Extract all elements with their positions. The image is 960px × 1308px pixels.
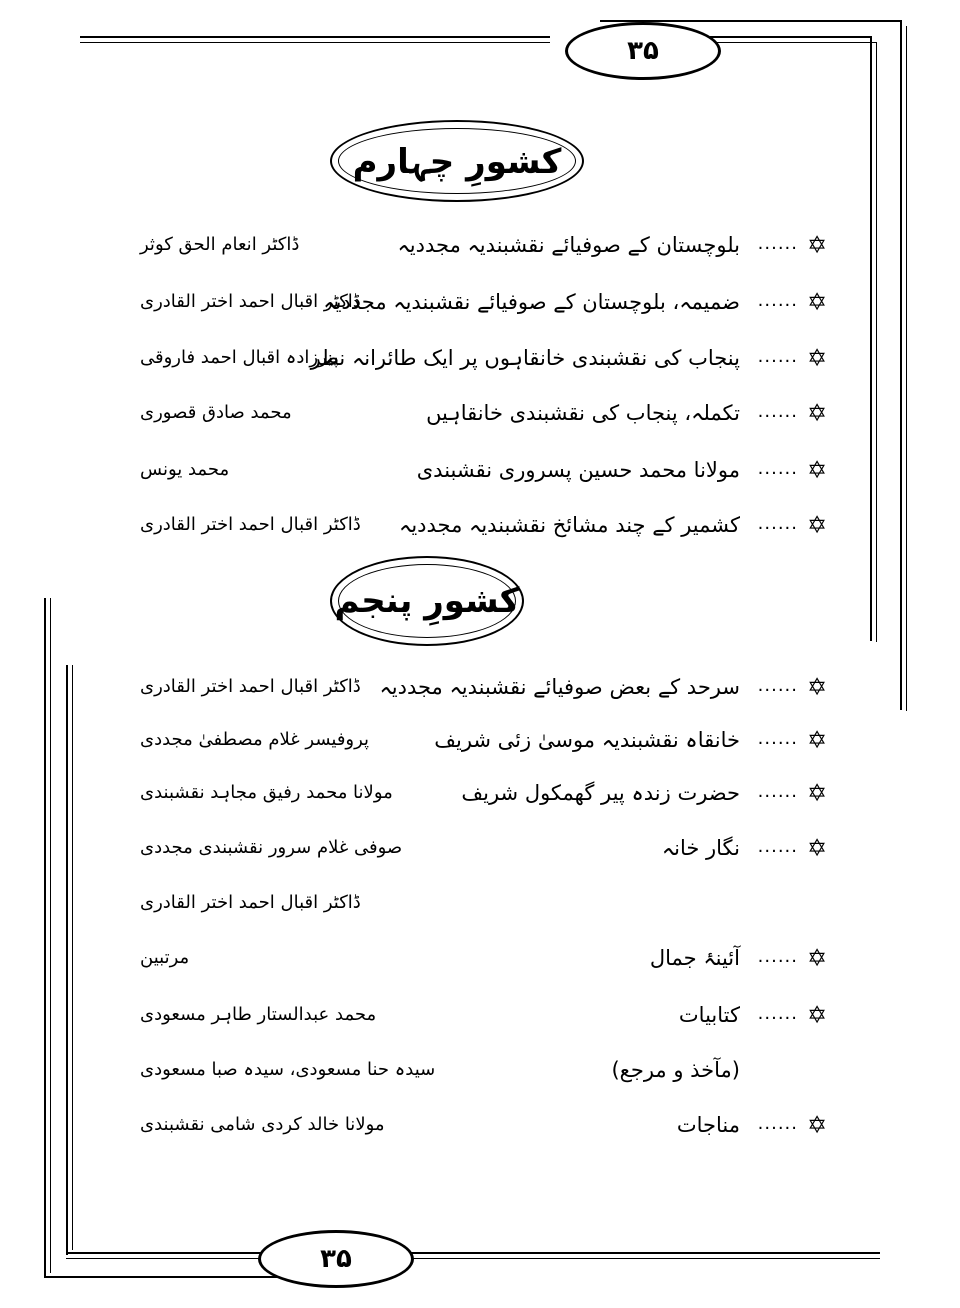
frame-line [80,36,550,38]
toc-author: پیرزادہ اقبال احمد فاروقی [140,347,339,368]
toc-title: ضمیمہ، بلوچستان کے صوفیائے نقشبندیہ مجددیہ [323,290,740,314]
toc-row [130,833,830,869]
leader-dots: ...... [757,346,798,367]
page-number-top [565,22,721,80]
frame-line [906,26,907,711]
toc-author: ڈاکٹر انعام الحق کوثر [140,234,300,255]
page-number-bottom-text: ۳۵ [320,1244,352,1274]
leader-dots: ...... [757,728,798,749]
toc-row [130,1000,830,1036]
toc-row [130,1110,830,1146]
frame-line [50,598,51,1273]
toc-author: صوفی غلام سرور نقشبندی مجددی [140,837,403,858]
toc-row [130,672,830,708]
section-heading-five-text: کشورِ پنجم [334,581,520,621]
toc-author: محمد یونس [140,459,230,480]
toc-title: تکملہ، پنجاب کی نقشبندی خانقاہیں [426,401,740,425]
toc-author: محمد صادق قصوری [140,402,292,423]
star-bullet-icon: ✡ [806,726,828,754]
leader-dots: ...... [757,233,798,254]
toc-author: مرتبین [140,947,190,968]
toc-author: مولانا خالد کردی شامی نقشبندی [140,1114,385,1135]
toc-title: نگار خانہ [661,836,740,860]
leader-dots: ...... [757,401,798,422]
toc-extra-author: ڈاکٹر اقبال احمد اختر القادری [140,892,361,913]
section-heading-four-text: کشورِ چہارم [352,141,562,182]
star-bullet-icon: ✡ [806,344,828,372]
toc-author: مولانا محمد رفیق مجاہد نقشبندی [140,782,393,803]
frame-line [66,1252,266,1254]
leader-dots: ...... [757,781,798,802]
page-number-bottom [258,1230,414,1288]
toc-row [130,1055,830,1091]
page-number-top-text: ۳۵ [627,36,659,66]
star-bullet-icon: ✡ [806,288,828,316]
toc-author: ڈاکٹر اقبال احمد اختر القادری [140,291,361,312]
star-bullet-icon: ✡ [806,779,828,807]
toc-title: سرحد کے بعض صوفیائے نقشبندیہ مجددیہ [379,675,740,699]
leader-dots: ...... [757,458,798,479]
frame-line [876,42,877,642]
star-bullet-icon: ✡ [806,1111,828,1139]
toc-row [130,230,830,266]
toc-title: (مآخذ و مرجع) [611,1058,740,1082]
toc-title: کشمیر کے چند مشائخ نقشبندیہ مجددیہ [399,513,740,537]
toc-row [130,725,830,761]
frame-line [870,36,872,641]
toc-title: حضرت زندہ پیر گھمکول شریف [461,781,740,805]
frame-line [66,665,68,1255]
frame-line [410,1252,880,1254]
toc-row [130,343,830,379]
frame-line [66,1258,266,1259]
frame-line [900,20,902,710]
star-bullet-icon: ✡ [806,1001,828,1029]
frame-line [710,42,876,43]
leader-dots: ...... [757,836,798,857]
frame-line [80,42,550,43]
section-heading-four [330,120,584,202]
star-bullet-icon: ✡ [806,511,828,539]
toc-title: خانقاہ نقشبندیہ موسیٰ زئی شریف [434,728,740,752]
toc-author: پروفیسر غلام مصطفیٰ مجددی [140,729,370,750]
frame-line [44,598,46,1278]
star-bullet-icon: ✡ [806,231,828,259]
leader-dots: ...... [757,513,798,534]
toc-title: کتابیات [678,1003,740,1027]
toc-author: ڈاکٹر اقبال احمد اختر القادری [140,514,361,535]
toc-title: مناجات [676,1113,740,1137]
star-bullet-icon: ✡ [806,399,828,427]
star-bullet-icon: ✡ [806,456,828,484]
toc-title: مولانا محمد حسین پسروری نقشبندی [416,458,740,482]
toc-row [130,778,830,814]
star-bullet-icon: ✡ [806,944,828,972]
toc-title: بلوچستان کے صوفیائے نقشبندیہ مجددیہ [397,233,740,257]
toc-title: آئینۂ جمال [649,946,740,970]
leader-dots: ...... [757,1003,798,1024]
frame-line [72,665,73,1250]
toc-row [130,510,830,546]
leader-dots: ...... [757,946,798,967]
leader-dots: ...... [757,290,798,311]
toc-title: پنجاب کی نقشبندی خانقاہوں پر ایک طائرانہ نظر [310,346,740,370]
toc-row [130,455,830,491]
star-bullet-icon: ✡ [806,834,828,862]
leader-dots: ...... [757,675,798,696]
toc-author: ڈاکٹر اقبال احمد اختر القادری [140,676,361,697]
leader-dots: ...... [757,1113,798,1134]
section-heading-five [330,556,524,646]
toc-row [130,398,830,434]
toc-row [130,943,830,979]
toc-author: سیدہ حنا مسعودی، سیدہ صبا مسعودی [140,1059,436,1080]
toc-row [130,287,830,323]
frame-line [710,36,870,38]
star-bullet-icon: ✡ [806,673,828,701]
toc-author: محمد عبدالستار طاہر مسعودی [140,1004,377,1025]
frame-line [410,1258,880,1259]
